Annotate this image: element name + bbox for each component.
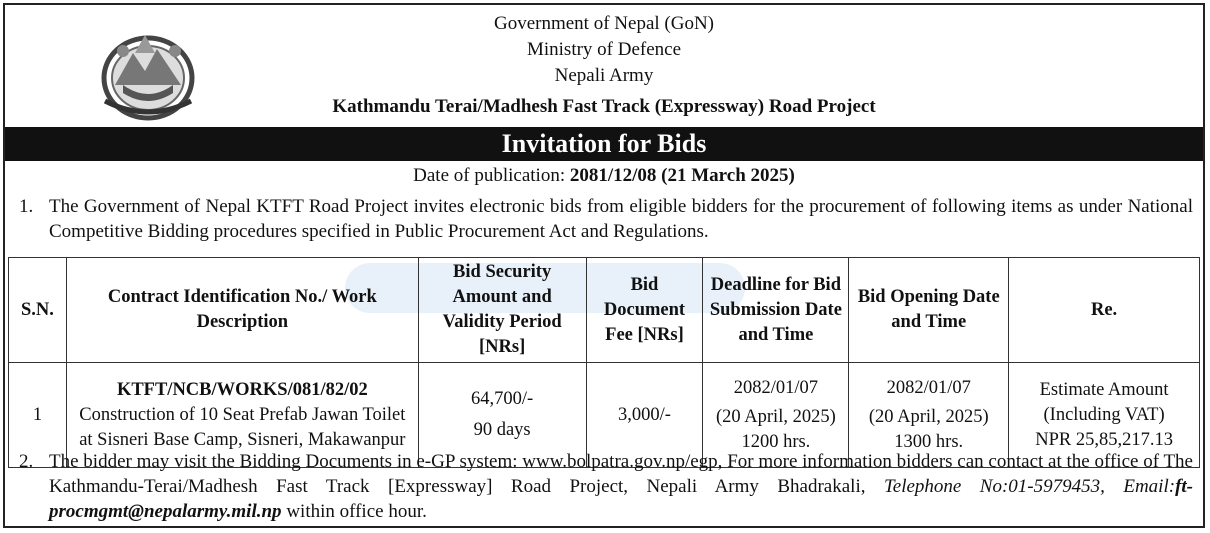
email-link[interactable]: ft-procmgmt@nepalarmy.mil.np	[49, 476, 1194, 522]
header-fee: Bid Document Fee [NRs]	[586, 258, 703, 363]
notice-title: Invitation for Bids	[5, 127, 1203, 161]
header-army: Nepali Army	[554, 65, 654, 86]
cell-fee: 3,000/-	[586, 363, 703, 468]
paragraph-2-text	[49, 449, 1193, 524]
table-header-row	[9, 258, 1200, 363]
publication-label: Date of publication:	[413, 165, 570, 186]
remarks-line-2: (Including VAT)	[1043, 404, 1165, 425]
header-deadline: Deadline for Bid Submission Date and Time	[703, 258, 849, 363]
contract-description: Construction of 10 Seat Prefab Jawan Toilet at Sisneri Base Camp, Sisneri, Makawanpur	[79, 404, 406, 450]
opening-date-ad: (20 April, 2025)	[868, 406, 989, 427]
notice-frame	[3, 3, 1205, 528]
header-remarks: Re.	[1009, 258, 1200, 363]
email-label: Email:	[1123, 476, 1176, 497]
security-amount: 64,700/-	[471, 389, 534, 409]
header-government: Government of Nepal (GoN)	[493, 13, 714, 34]
paragraph-1	[19, 194, 1193, 244]
security-validity: 90 days	[473, 420, 531, 440]
cell-sn: 1	[9, 363, 67, 468]
opening-date: 2082/01/07	[886, 377, 971, 398]
header-contract: Contract Identification No./ Work Description	[66, 258, 418, 363]
paragraph-2-body: The bidder may visit the Bidding Documents in e-GP system: www.bolpatra.gov.np/egp, For more information bidders can contact at the office of The Kathmandu-Terai/Madhesh Fast Track [Expressway] Road Project, Nepali Army Bhadrakali,	[49, 451, 1193, 497]
opening-time: 1300 hrs.	[894, 431, 964, 452]
header-ministry: Ministry of Defence	[526, 39, 682, 60]
paragraph-2	[19, 449, 1193, 524]
header-sn: S.N.	[9, 258, 67, 363]
header-project: Kathmandu Terai/Madhesh Fast Track (Expressway) Road Project	[332, 96, 876, 117]
paragraph-1-number: 1.	[19, 196, 34, 217]
remarks-line-1: Estimate Amount	[1039, 379, 1169, 400]
paragraph-2-tail: within office hour.	[281, 501, 427, 522]
deadline-date: 2082/01/07	[733, 377, 819, 398]
remarks-line-3: NPR 25,85,217.13	[1035, 429, 1173, 450]
header-opening: Bid Opening Date and Time	[849, 258, 1009, 363]
publication-date	[5, 165, 1203, 187]
publication-value: 2081/12/08 (21 March 2025)	[569, 165, 795, 186]
telephone-number: Telephone No:01-5979453,	[883, 476, 1105, 497]
contract-id: KTFT/NCB/WORKS/081/82/02	[116, 379, 368, 400]
deadline-date-ad: (20 April, 2025)	[716, 406, 836, 427]
deadline-time: 1200 hrs.	[741, 431, 811, 452]
paragraph-2-number: 2.	[19, 451, 34, 472]
bids-table	[8, 257, 1200, 468]
notice-header	[5, 5, 1203, 127]
header-security: Bid Security Amount and Validity Period [NRs]	[418, 258, 586, 363]
paragraph-1-text: The Government of Nepal KTFT Road Project invites electronic bids from eligible bidders for the procurement of following items as under National Competitive Bidding procedures specified in Public Procurement Act and Regulations.	[49, 196, 1193, 242]
